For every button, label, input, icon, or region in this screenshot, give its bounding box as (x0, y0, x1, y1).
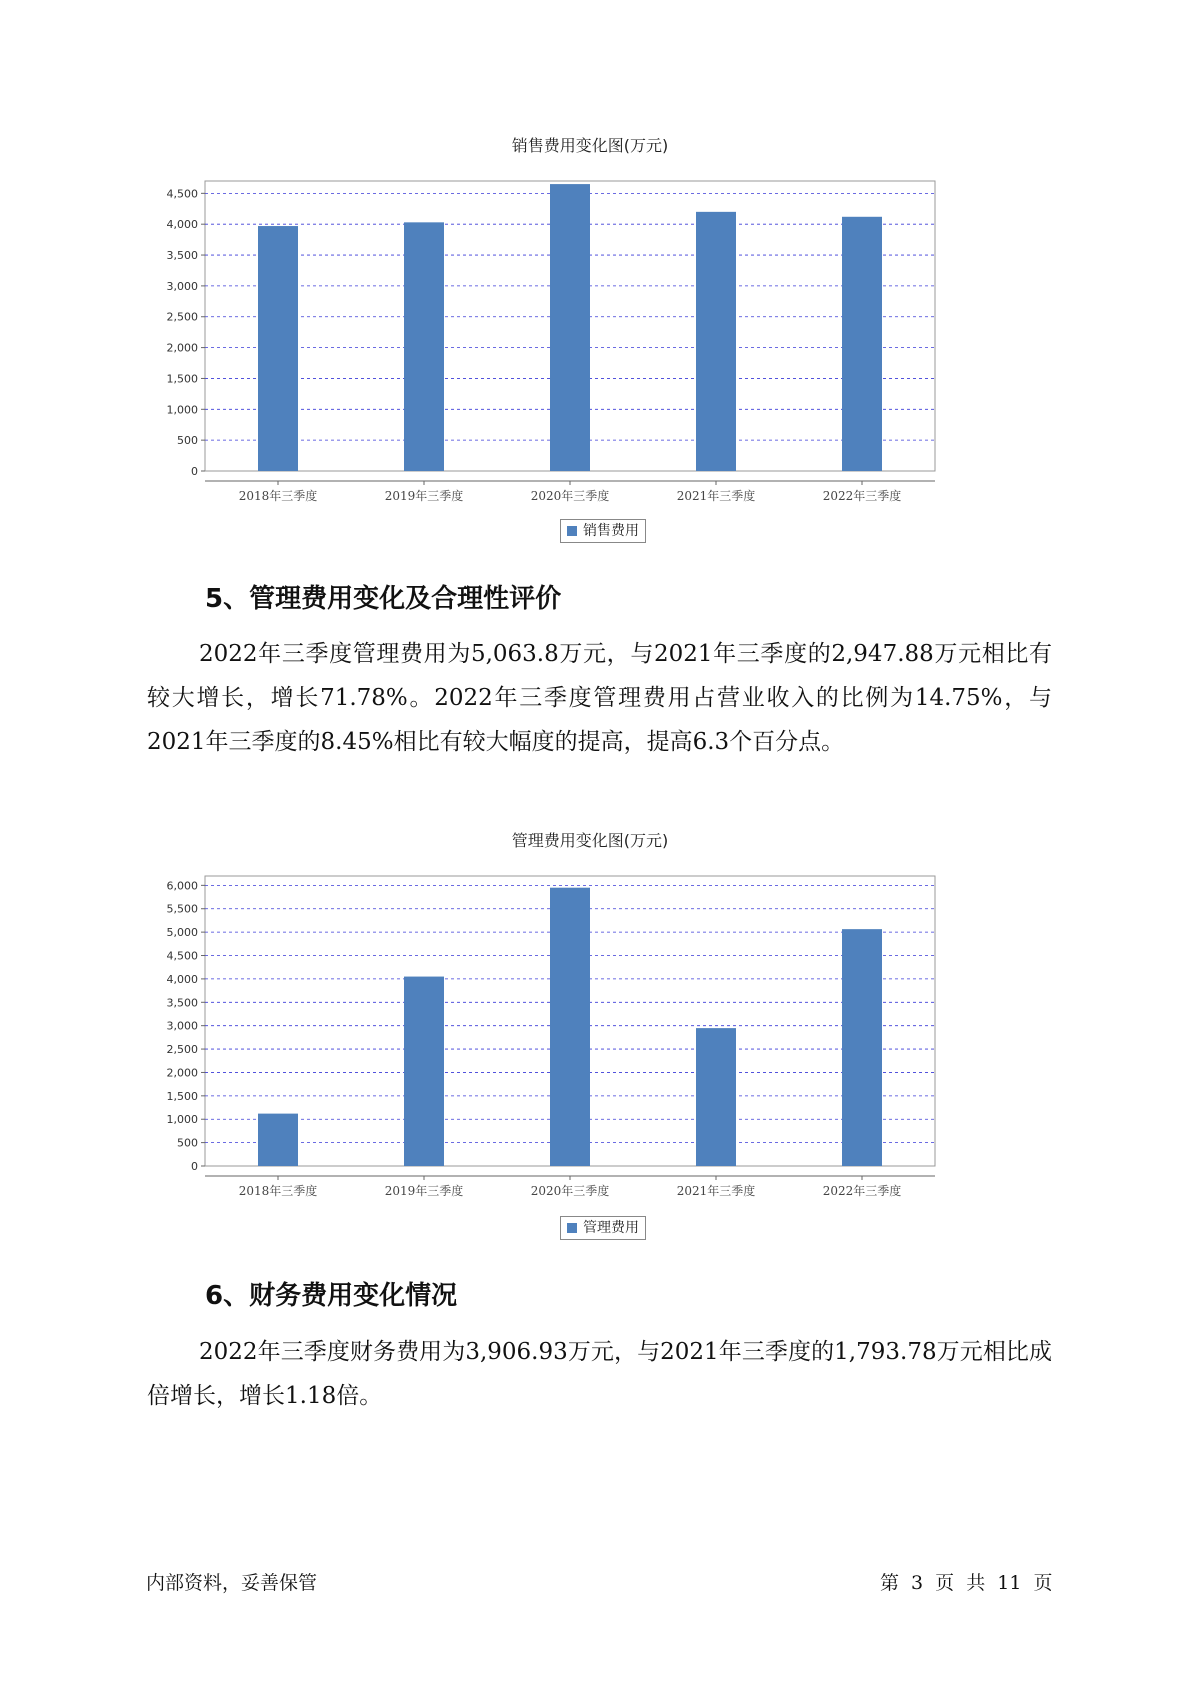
y-tick-label: 500 (177, 1136, 198, 1150)
y-tick-label: 4,500 (166, 949, 198, 963)
section6-heading: 6、财务费用变化情况 (205, 1281, 458, 1311)
footer-page-number: 第 3 页 共 11 页 (880, 1572, 1053, 1594)
x-tick-label: 2021年三季度 (676, 489, 756, 503)
y-tick-label: 1,500 (166, 372, 198, 386)
legend-swatch (567, 526, 577, 536)
y-tick-label: 2,500 (166, 1043, 198, 1057)
y-tick-label: 3,500 (166, 996, 198, 1010)
bar-4 (696, 1028, 736, 1166)
admin-expense-chart (150, 828, 1030, 1248)
x-tick-label: 2022年三季度 (822, 489, 902, 503)
y-tick-label: 0 (191, 1160, 198, 1173)
y-tick-label: 3,500 (166, 249, 198, 263)
legend-label: 销售费用 (583, 523, 639, 539)
y-tick-label: 500 (177, 434, 198, 448)
chart-title: 管理费用变化图(万元) (511, 831, 669, 850)
x-tick-label: 2020年三季度 (530, 489, 610, 503)
bar-3 (550, 184, 590, 471)
bar-5 (842, 929, 882, 1166)
x-tick-label: 2018年三季度 (238, 489, 318, 503)
y-tick-label: 2,500 (166, 310, 198, 324)
x-tick-label: 2020年三季度 (530, 1184, 610, 1198)
y-tick-label: 2,000 (166, 341, 198, 355)
y-tick-label: 1,500 (166, 1089, 198, 1103)
y-tick-label: 3,000 (166, 1019, 198, 1033)
x-tick-label: 2022年三季度 (822, 1184, 902, 1198)
legend-swatch (567, 1223, 577, 1233)
y-tick-label: 1,000 (166, 1113, 198, 1127)
bar-1 (258, 226, 298, 471)
y-tick-label: 5,000 (166, 926, 198, 940)
y-tick-label: 0 (191, 465, 198, 478)
y-tick-label: 4,000 (166, 218, 198, 232)
sales-expense-chart (150, 133, 1030, 553)
chart-canvas (150, 163, 1030, 523)
bar-5 (842, 217, 882, 471)
x-tick-label: 2019年三季度 (384, 489, 464, 503)
section5-paragraph: 2022年三季度管理费用为5,063.8万元，与2021年三季度的2,947.88万元相比有较大增长，增长71.78%。2022年三季度管理费用占营业收入的比例为14.75%，与2021年三季度的8.45%相比有较大幅度的提高，提高6.3个百分点。 (147, 641, 1052, 755)
y-tick-label: 4,500 (166, 187, 198, 201)
chart-legend (560, 519, 646, 543)
y-tick-label: 6,000 (166, 879, 198, 893)
y-tick-label: 2,000 (166, 1066, 198, 1080)
bar-3 (550, 888, 590, 1166)
bar-4 (696, 212, 736, 471)
x-tick-label: 2021年三季度 (676, 1184, 756, 1198)
chart-canvas (150, 858, 1030, 1218)
x-tick-label: 2019年三季度 (384, 1184, 464, 1198)
bar-2 (404, 977, 444, 1166)
section6-paragraph: 2022年三季度财务费用为3,906.93万元，与2021年三季度的1,793.78万元相比成倍增长，增长1.18倍。 (147, 1339, 1052, 1409)
chart-legend (560, 1216, 646, 1240)
legend-label: 管理费用 (583, 1220, 639, 1236)
x-tick-label: 2018年三季度 (238, 1184, 318, 1198)
bar-2 (404, 222, 444, 471)
y-tick-label: 4,000 (166, 972, 198, 986)
chart-title: 销售费用变化图(万元) (511, 136, 669, 155)
y-tick-label: 5,500 (166, 902, 198, 916)
y-tick-label: 3,000 (166, 279, 198, 293)
section5-heading: 5、管理费用变化及合理性评价 (205, 584, 562, 614)
footer-confidential: 内部资料，妥善保管 (146, 1572, 318, 1594)
y-tick-label: 1,000 (166, 403, 198, 417)
bar-1 (258, 1114, 298, 1166)
